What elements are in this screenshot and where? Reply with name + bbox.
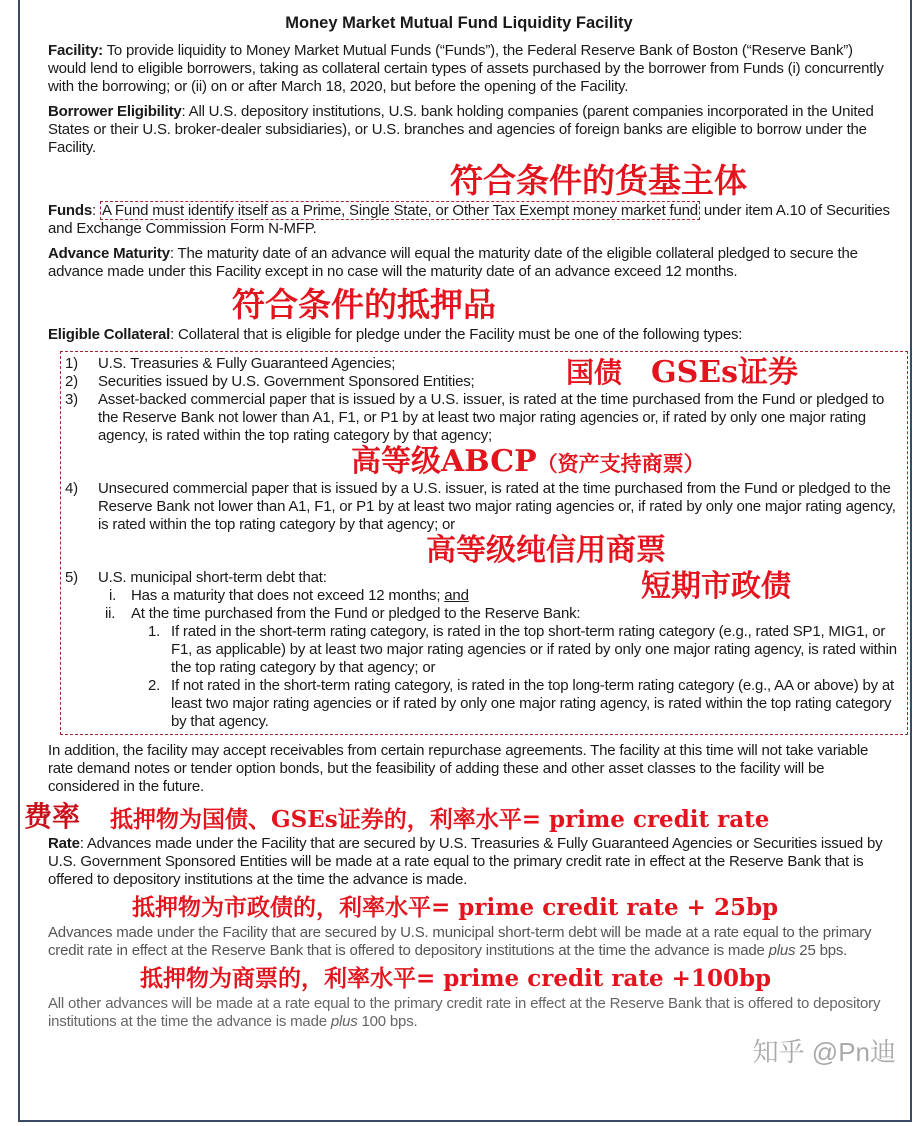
list-item-and: and	[444, 587, 469, 604]
watermark: 知乎 @Pn迪	[752, 1037, 896, 1067]
list-item	[61, 623, 907, 677]
funds-highlight-box: A Fund must identify itself as a Prime, Single State, or Other Tax Exempt money market fund	[101, 202, 698, 219]
collateral-list	[60, 351, 908, 735]
document-title: Money Market Mutual Fund Liquidity Facility	[285, 14, 633, 32]
annotation-commercial-paper: 高等级纯信用商票	[426, 533, 666, 568]
list-number: 1.	[148, 623, 161, 640]
annotation-fee: 费率	[24, 800, 81, 833]
list-item-text: Has a maturity that does not exceed 12 months;	[131, 587, 445, 604]
list-item-text: U.S. Treasuries & Fully Guaranteed Agencies;	[98, 355, 396, 372]
facility-paragraph: Facility: To provide liquidity to Money Market Mutual Funds (“Funds”), the Federal Reserve Bank of Boston (“Reserve Bank”) would lend to eligible borrowers, taking as collateral certain types of assets purchased by the borrower from Funds (i) concurrently with the borrowing; or (ii) on or after March 18, 2020, but before the opening of the Facility.	[48, 42, 884, 95]
list-item-text: If rated in the short-term rating category, is rated in the top short-term rating category (e.g., rated SP1, MIG1, or F1, as applicable) by at least two major rating agencies or if rated by only one major rating agency, is rated within the top rating category by that agency; or	[171, 623, 897, 676]
list-number: 2)	[65, 373, 78, 390]
list-item	[61, 605, 907, 623]
borrower-paragraph: Borrower Eligibility: All U.S. depository institutions, U.S. bank holding companies (parent companies incorporated in the United States or their U.S. broker-dealer subsidiaries), or U.S. branches and agencies of foreign banks are eligible to borrow under the Facility.	[48, 103, 874, 156]
funds-paragraph: Funds: A Fund must identify itself as a Prime, Single State, or Other Tax Exempt money market fund under item A.10 of Securities and Exchange Commission Form N-MFP.	[48, 202, 890, 237]
list-number: 4)	[65, 480, 78, 497]
list-item	[61, 480, 907, 534]
list-number: 2.	[148, 677, 161, 694]
list-item-text: At the time purchased from the Fund or pledged to the Reserve Bank:	[131, 605, 581, 622]
annotation-rate-municipal: 抵押物为市政债的，利率水平= prime credit rate + 25bp	[132, 894, 779, 921]
eligible-collateral-paragraph: Eligible Collateral: Collateral that is eligible for pledge under the Facility must be one of the following types:	[48, 326, 743, 343]
list-item-text: Asset-backed commercial paper that is issued by a U.S. issuer, is rated at the time purchased from the Fund or pledged to the Reserve Bank not lower than A1, F1, or P1 by at least two major rating agencies or, if rated by only one major rating agency, is rated within the top rating category by that agency;	[98, 391, 885, 444]
annotation-municipal: 短期市政债	[641, 569, 791, 604]
list-item	[61, 391, 907, 445]
list-number: i.	[109, 587, 117, 604]
annotation-treasuries: 国债	[566, 356, 623, 389]
rate-other-paragraph: All other advances will be made at a rate equal to the primary credit rate in effect at the Reserve Bank that is offered to depository institutions at the time the advance is made plus 100 bps.	[48, 995, 881, 1030]
annotation-abcp: 高等级ABCP（资产支持商票）	[351, 444, 705, 479]
list-item	[61, 677, 907, 731]
list-group-municipal	[61, 569, 907, 605]
list-item-text: U.S. municipal short-term debt that:	[98, 569, 327, 586]
rate-paragraph: Rate: Advances made under the Facility that are secured by U.S. Treasuries & Fully Guaranteed Agencies or Securities issued by U.S. Government Sponsored Entities will be made at a rate equal to the primary credit rate in effect at the Reserve Bank that is offered to depository institutions at the time the advance is made.	[48, 835, 883, 888]
list-number: 1)	[65, 355, 78, 372]
annotation-eligible-funds: 符合条件的货基主体	[450, 161, 747, 200]
annotation-gse: GSEs证券	[651, 355, 799, 390]
annotation-rate-treasuries: 抵押物为国债、GSEs证券的，利率水平= prime credit rate	[110, 806, 770, 833]
advance-maturity-paragraph: Advance Maturity: The maturity date of an advance will equal the maturity date of the eligible collateral pledged to secure the advance made under this Facility except in no case will the maturity date of an advance exceed 12 months.	[48, 245, 858, 280]
list-number: 3)	[65, 391, 78, 408]
annotation-rate-cp: 抵押物为商票的，利率水平= prime credit rate +100bp	[140, 965, 772, 992]
list-item-text: If not rated in the short-term rating category, is rated in the top long-term rating category (e.g., AA or above) by at least two major rating agencies or if rated by only one major rating agency, is rated within the top rating category by that agency.	[171, 677, 894, 730]
rate-municipal-paragraph: Advances made under the Facility that are secured by U.S. municipal short-term debt will be made at a rate equal to the primary credit rate in effect at the Reserve Bank that is offered to depository institutions at the time the advance is made plus 25 bps.	[48, 924, 872, 959]
list-item-text: Unsecured commercial paper that is issued by a U.S. issuer, is rated at the time purchased from the Fund or pledged to the Reserve Bank not lower than A1, F1, or P1 by at least two major rating agencies or, if rated by only one major rating agency, is rated within the top rating category by that agency; or	[98, 480, 896, 533]
annotation-fee-row	[0, 800, 918, 833]
list-item-text: Securities issued by U.S. Government Sponsored Entities;	[98, 373, 475, 390]
list-number: ii.	[105, 605, 116, 622]
addition-paragraph: In addition, the facility may accept receivables from certain repurchase agreements. The facility at this time will not take variable rate demand notes or tender option bonds, but the feasibility of adding these and other asset classes to the facility will be considered in the future.	[48, 742, 869, 795]
list-group-treasuries-gse	[61, 355, 907, 391]
annotation-eligible-collateral: 符合条件的抵押品	[232, 285, 496, 324]
list-number: 5)	[65, 569, 78, 586]
